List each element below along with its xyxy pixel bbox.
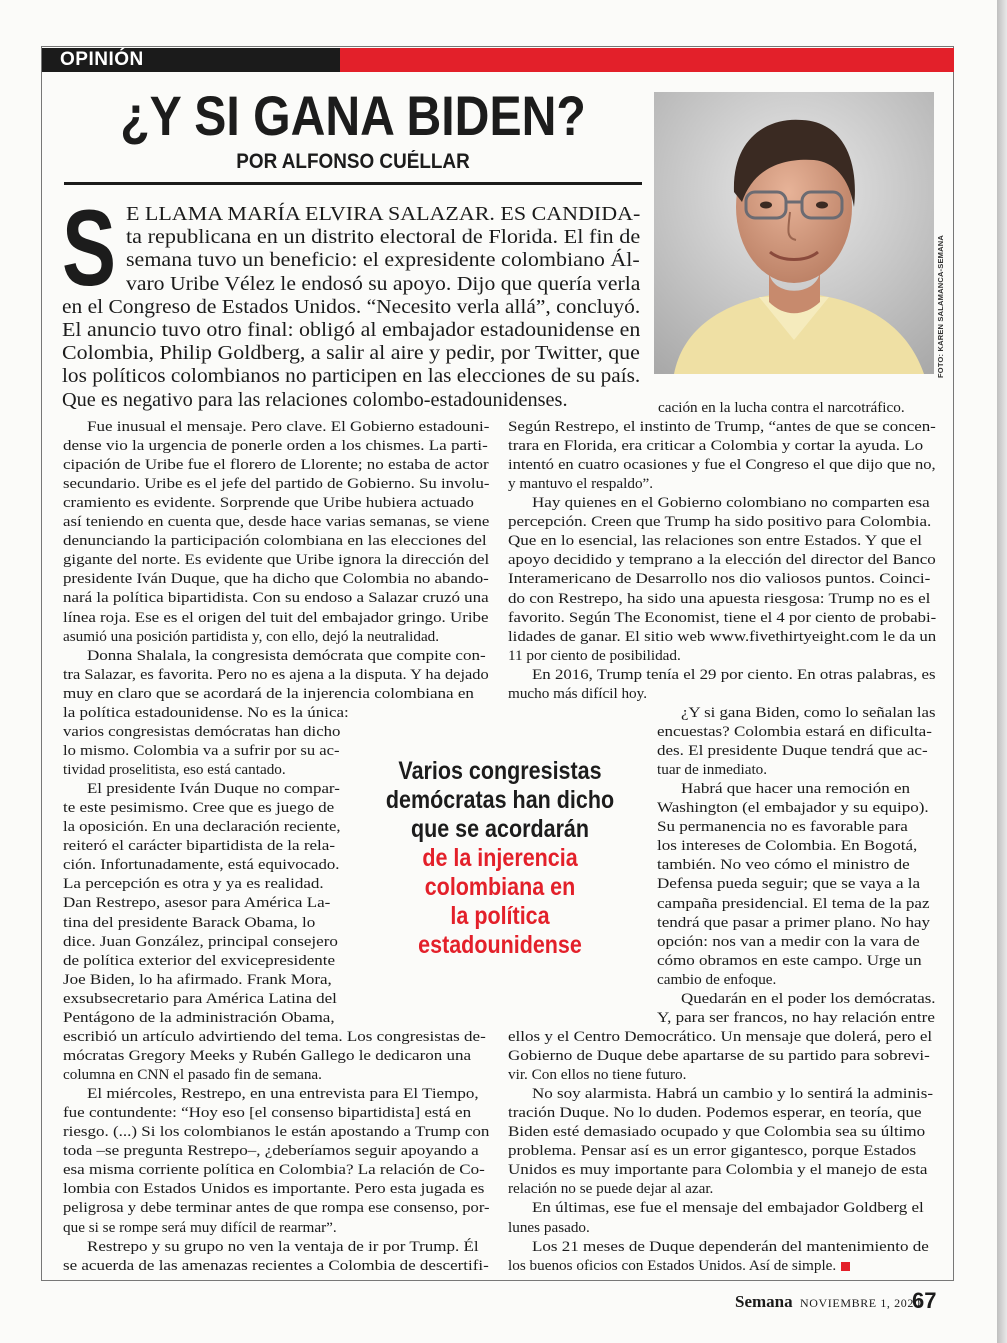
text-line: y mantuvo el respaldo”. [508, 475, 654, 493]
text-line: Gobierno de Duque debe apartarse de su partido para sobrevi- [508, 1047, 930, 1065]
text-line: línea roja. Ese es el origen del tuit del embajador gringo. Uribe [63, 608, 489, 626]
drop-cap: S [62, 187, 117, 308]
text-line: Habrá que hacer una remoción en [681, 780, 911, 798]
text-line: problema. Pensar así es un error gigantesco, porque Estados [508, 1142, 917, 1160]
text-line: tuar de inmediato. [657, 761, 768, 779]
text-line: Donna Shalala, la congresista demócrata que compite con- [87, 646, 486, 664]
text-line: mócratas Gregory Meeks y Rubén Gallego le dedicaron una [63, 1047, 472, 1065]
text-line: toda –se pregunta Restrepo–, ¿deberíamos seguir apoyando a [63, 1142, 479, 1160]
lead-line: varo Uribe Vélez le endosó su apoyo. Dijo que quería verla [126, 272, 641, 295]
text-line: No soy alarmista. Habrá un cambio y lo sentirá la adminis- [532, 1085, 934, 1103]
footer-date: NOVIEMBRE 1, 2020 [800, 1296, 921, 1310]
text-line: riesgo. (...) Si los colombianos le están apostando a Trump con [63, 1123, 490, 1141]
pull-quote-line-red: la política [450, 902, 550, 930]
text-line: esa misma corriente política en Colombia? La relación de Co- [63, 1161, 485, 1179]
text-line: favorito. Según The Economist, tiene el 4 por ciento de probabi- [508, 608, 937, 626]
text-line: lunes pasado. [508, 1218, 590, 1236]
pull-quote-line: demócratas han dicho [385, 786, 615, 814]
text-line: des. El presidente Duque tendrá que ac- [657, 742, 928, 760]
text-line: Hay quienes en el Gobierno colombiano no comparten esa [532, 494, 930, 512]
text-line: do con Restrepo, ha sido una apuesta riesgosa: Trump no es el [508, 589, 931, 607]
text-line: La percepción es otra y ya es realidad. [63, 875, 324, 893]
text-line: Unidos es muy importante para Colombia y el manejo de esta [508, 1161, 928, 1179]
text-line: Según Restrepo, el instinto de Trump, “antes de que se concen- [508, 418, 936, 436]
lead-line: semana tuvo un beneficio: el expresidente colombiano Ál- [126, 249, 640, 272]
pull-quote-line-red: colombiana en [424, 873, 576, 901]
headline: ¿Y SI GANA BIDEN? [120, 84, 586, 147]
text-line: escribió un artículo advirtiendo del tema. Los congresistas de- [63, 1028, 486, 1045]
text-line: la política estadounidense. No es la única: [63, 703, 349, 721]
text-line: varios congresistas demócratas han dicho [63, 723, 341, 740]
text-line: fue contundente: “Hoy eso [el consenso bipartidista] está en [63, 1104, 472, 1122]
text-line: te este pesimismo. Cree que es juego de [63, 799, 335, 817]
pull-quote [373, 757, 628, 960]
text-line: mucho más difícil hoy. [508, 684, 648, 702]
text-line: Defensa pueda seguir; que se vaya a la [657, 875, 921, 893]
text-line: Su permanencia no es favorable para [657, 818, 908, 836]
lead-line: en el Congreso de Estados Unidos. “Necesito verla allá”, concluyó. [62, 295, 641, 318]
pull-quote-line: que se acordarán [410, 815, 590, 843]
text-line: El miércoles, Restrepo, en una entrevista para El Tiempo, [87, 1085, 479, 1103]
author-portrait-image [654, 92, 934, 374]
text-line: reiteró el carácter bipartidista de la rela- [63, 837, 336, 855]
text-line: Biden esté demasiado ocupado y que Colombia sea su último [508, 1123, 926, 1141]
end-of-article-mark [841, 1262, 850, 1271]
text-line: ellos y el Centro Democrático. Un mensaje que dolerá, pero el [508, 1028, 933, 1045]
text-line: así teniendo en cuenta que, desde hace varias semanas, se viene [63, 513, 490, 531]
text-line: Restrepo y su grupo no ven la ventaja de ir por Trump. Él [87, 1237, 479, 1255]
text-line: trara en Florida, era criticar a Colombia y cortar la ayuda. Lo [508, 437, 924, 455]
text-line: relación no se puede dejar al azar. [508, 1180, 714, 1198]
text-line: Fue inusual el mensaje. Pero clave. El Gobierno estadouni- [87, 418, 490, 435]
text-line: de política exterior del exvicepresidente [63, 951, 336, 969]
lead-line: los políticos colombianos no participen en las elecciones de su país. [62, 365, 641, 388]
text-line: peligrosa y debe terminar antes de que rompa ese consenso, por- [63, 1199, 490, 1217]
text-line: Y, para ser francos, no hay relación entre [657, 1008, 935, 1026]
pull-quote-line-red: estadounidense [418, 931, 582, 959]
pull-quote-line-red: de la injerencia [422, 844, 578, 872]
text-line: asumió una posición partidista y, con ello, dejó la neutralidad. [63, 627, 440, 645]
text-line: tendrá que pasar a primer plano. No hay [657, 913, 930, 931]
text-line: tina del presidente Barack Obama, lo [63, 913, 316, 931]
text-line: encuestas? Colombia estará en dificulta- [657, 723, 932, 741]
footer-magazine-name: Semana [735, 1292, 793, 1311]
text-line: lidades de ganar. El sitio web www.fivethirtyeight.com le da un [508, 627, 937, 645]
text-line: tra Salazar, es favorita. Pero no es ajena a la disputa. Y ha dejado [63, 665, 489, 683]
text-line: Quedarán en el poder los demócratas. [681, 989, 936, 1007]
pull-quote-line: Varios congresistas [398, 757, 602, 785]
text-line: tividad proselitista, eso está cantado. [63, 761, 286, 779]
lead-line: El anuncio tuvo otro final: obligó al embajador estadounidense en [62, 319, 641, 341]
author-photo [654, 92, 934, 374]
text-line: lo mismo. Colombia va a sufrir por su ac- [63, 742, 340, 760]
text-line: lombia con Estados Unidos es importante. Pero esta jugada es [63, 1180, 485, 1198]
text-line: Los 21 meses de Duque dependerán del mantenimiento de [532, 1237, 929, 1255]
text-line: muy en claro que se acordará de la injerencia colombiana en [63, 684, 474, 702]
text-line: En últimas, ese fue el mensaje del embajador Goldberg el [532, 1199, 924, 1217]
text-line: Washington (el embajador y su equipo). [657, 799, 929, 817]
text-line: cramiento es evidente. Sorprende que Uribe hubiera actuado [63, 494, 474, 512]
text-line: opción: nos van a medir con la vara de [657, 932, 920, 950]
text-line: ¿Y si gana Biden, como lo señalan las [681, 704, 936, 721]
text-line: la oposición. En una declaración reciente, [63, 818, 341, 836]
page-number: 67 [912, 1288, 937, 1313]
lead-line: E LLAMA MARÍA ELVIRA SALAZAR. ES CANDIDA- [126, 203, 641, 225]
text-line: El presidente Iván Duque no compar- [87, 780, 340, 798]
text-line: exsubsecretario para América Latina del [63, 989, 337, 1007]
text-line: intentó en cuatro ocasiones y fue el Congreso el que dijo que no, [508, 456, 936, 474]
text-line: Joe Biden, lo ha afirmado. Frank Mora, [63, 970, 332, 988]
text-line: cipación de Uribe fue el florero de Llorente; no estaba de actor [63, 456, 489, 474]
text-line: Interamericano de Desarrollo nos dio valiosos puntos. Coinci- [508, 570, 931, 588]
text-line: Que en lo esencial, las relaciones son entre Estados. Y que el [508, 532, 922, 550]
text-line: vir. Con ellos no tiene futuro. [508, 1066, 687, 1084]
text-line: ción. Infortunadamente, está equivocado. [63, 856, 340, 874]
lead-line: Que es negativo para las relaciones colombo-estadounidenses. [62, 388, 568, 411]
text-line: percepción. Creen que Trump ha sido positivo para Colombia. [508, 513, 932, 531]
text-line: Pentágono de la administración Obama, [63, 1008, 335, 1026]
text-line: cómo obramos en este campo. Urge un [657, 951, 922, 969]
text-line: Dan Restrepo, asesor para América La- [63, 894, 331, 912]
text-line: nará la política bipartidista. Con su endoso a Salazar cruzó una [63, 589, 489, 607]
text-line: también. No veo cómo el ministro de [657, 856, 910, 874]
lead-line: Colombia, Philip Goldberg, a salir al aire y pedir, por Twitter, que [62, 342, 640, 365]
text-line: se acuerda de las amenazas recientes a Colombia de descertifi- [63, 1256, 489, 1274]
text-line: presidente Iván Duque, que ha dicho que Colombia no abando- [63, 570, 489, 588]
text-line: que si se rompe será muy difícil de rearmar”. [63, 1218, 337, 1236]
lead-line: ta republicana en un distrito electoral de Florida. El fin de [126, 226, 641, 249]
text-line: los buenos oficios con Estados Unidos. Así de simple. [508, 1256, 850, 1275]
section-label: OPINIÓN [60, 49, 144, 70]
text-line: dense vio la urgencia de ponerle orden a los chismes. La parti- [63, 437, 488, 455]
text-line: secundario. Uribe es el jefe del partido de Gobierno. Su involu- [63, 475, 490, 493]
page-edge-shadow [997, 0, 1007, 1343]
text-line: columna en CNN el pasado fin de semana. [63, 1066, 322, 1084]
byline: POR ALFONSO CUÉLLAR [236, 150, 470, 173]
text-line: tración Duque. No lo duden. Podemos esperar, en teoría, que [508, 1104, 922, 1122]
text-line: gigante del norte. Es evidente que Uribe ignora la dirección del [63, 551, 490, 569]
headline-rule [64, 182, 642, 185]
photo-credit: FOTO: KAREN SALAMANCA-SEMANA [936, 235, 945, 378]
text-line: dice. Juan González, principal consejero [63, 932, 338, 950]
text-line: cambio de enfoque. [657, 970, 777, 988]
text-line: denunciando la participación colombiana en las elecciones del [63, 532, 487, 550]
text-line: los intereses de Colombia. En Bogotá, [657, 837, 918, 855]
text-line: campaña presidencial. El tema de la paz [657, 894, 930, 912]
text-line: 11 por ciento de posibilidad. [508, 646, 681, 664]
text-line: apoyo decidido y temprano a la elección del director del Banco [508, 551, 936, 569]
text-line: cación en la lucha contra el narcotráfico. [658, 399, 905, 416]
text-line: En 2016, Trump tenía el 29 por ciento. En otras palabras, es [532, 665, 936, 683]
